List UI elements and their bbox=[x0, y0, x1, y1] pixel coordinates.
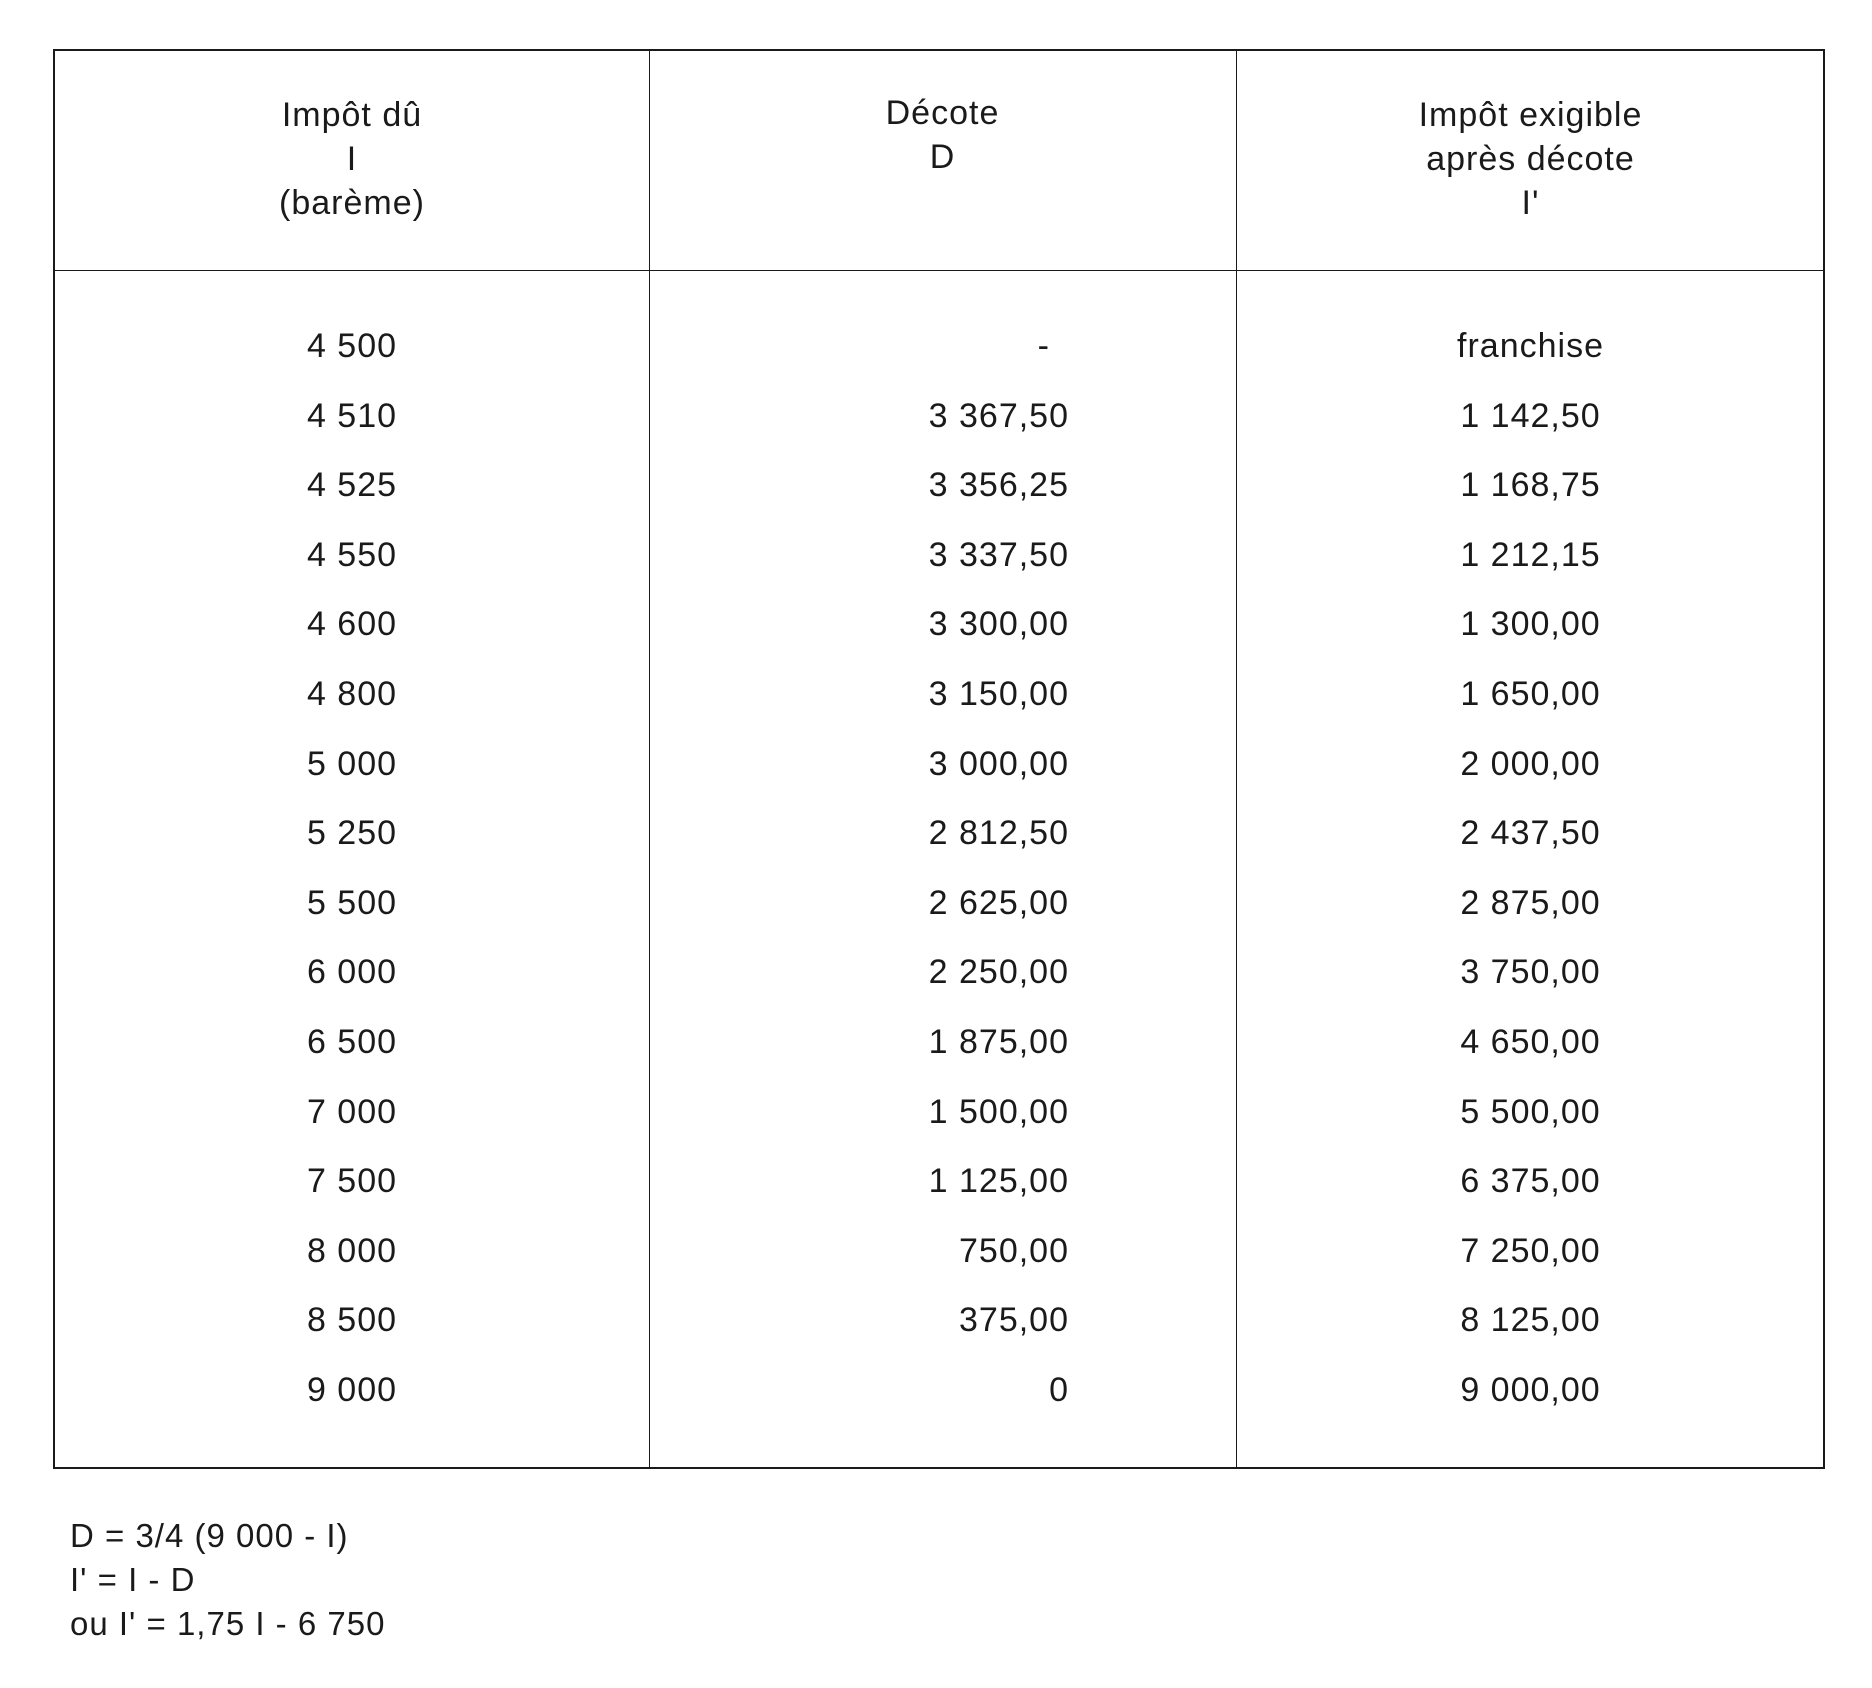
cell-decote: 0 bbox=[1049, 1370, 1069, 1409]
table-row bbox=[55, 881, 1823, 951]
column-header-line: I' bbox=[1521, 184, 1540, 222]
column-header-impot-exigible bbox=[1236, 93, 1825, 225]
table-body bbox=[55, 324, 1823, 1438]
cell-impot-du: 8 000 bbox=[306, 1231, 398, 1270]
cell-decote: - bbox=[1037, 327, 1050, 365]
cell-impot-exigible: 2 437,50 bbox=[1460, 814, 1601, 853]
cell-decote: 375,00 bbox=[959, 1301, 1069, 1340]
cell-impot-du: 8 500 bbox=[306, 1301, 398, 1340]
column-header-line: Impôt dû bbox=[281, 96, 423, 134]
table-row bbox=[55, 1368, 1823, 1438]
table-row bbox=[55, 1229, 1823, 1299]
cell-impot-du: 4 510 bbox=[306, 396, 398, 435]
table-row bbox=[55, 463, 1823, 533]
table-row bbox=[55, 533, 1823, 603]
column-header-line: Impôt exigible bbox=[1418, 96, 1643, 134]
cell-impot-du: 6 000 bbox=[306, 953, 398, 992]
formula-impot-exigible: I' = I - D bbox=[70, 1561, 196, 1598]
column-header-impot-du bbox=[55, 93, 649, 225]
table-row bbox=[55, 742, 1823, 812]
cell-decote: 1 875,00 bbox=[928, 1022, 1069, 1061]
cell-decote: 750,00 bbox=[959, 1231, 1069, 1270]
column-header-line: (barème) bbox=[279, 184, 425, 222]
cell-decote: 1 125,00 bbox=[928, 1162, 1069, 1201]
cell-impot-exigible: 2 000,00 bbox=[1460, 744, 1601, 783]
cell-impot-exigible: 1 650,00 bbox=[1460, 674, 1601, 713]
header-divider bbox=[55, 270, 1823, 271]
formula-impot-exigible-alt: ou I' = 1,75 I - 6 750 bbox=[70, 1605, 386, 1642]
column-header-line: après décote bbox=[1426, 140, 1635, 178]
cell-decote: 3 150,00 bbox=[928, 674, 1069, 713]
cell-impot-du: 7 500 bbox=[306, 1162, 398, 1201]
cell-decote: 2 250,00 bbox=[928, 953, 1069, 992]
table-row bbox=[55, 1090, 1823, 1160]
cell-decote: 3 356,25 bbox=[928, 466, 1069, 505]
cell-impot-du: 5 500 bbox=[306, 883, 398, 922]
cell-decote: 3 300,00 bbox=[928, 605, 1069, 644]
cell-impot-du: 6 500 bbox=[306, 1022, 398, 1061]
table-row bbox=[55, 1159, 1823, 1229]
cell-decote: 3 337,50 bbox=[928, 535, 1069, 574]
cell-impot-exigible: 3 750,00 bbox=[1460, 953, 1601, 992]
table-row bbox=[55, 672, 1823, 742]
table-row bbox=[55, 811, 1823, 881]
cell-impot-exigible: 5 500,00 bbox=[1460, 1092, 1601, 1131]
cell-impot-exigible: 9 000,00 bbox=[1460, 1370, 1601, 1409]
column-header-decote bbox=[649, 91, 1236, 179]
cell-decote: 1 500,00 bbox=[928, 1092, 1069, 1131]
table-row bbox=[55, 950, 1823, 1020]
cell-impot-du: 9 000 bbox=[306, 1370, 398, 1409]
table-row bbox=[55, 1020, 1823, 1090]
cell-impot-exigible: 4 650,00 bbox=[1460, 1022, 1601, 1061]
cell-impot-exigible: 8 125,00 bbox=[1460, 1301, 1601, 1340]
table-row bbox=[55, 324, 1823, 394]
decote-table bbox=[53, 49, 1825, 1469]
table-row bbox=[55, 602, 1823, 672]
cell-impot-du: 4 500 bbox=[306, 327, 398, 365]
formula-notes bbox=[70, 1514, 385, 1646]
cell-decote: 2 625,00 bbox=[928, 883, 1069, 922]
column-header-line: D bbox=[929, 138, 956, 176]
cell-impot-exigible: 1 212,15 bbox=[1460, 535, 1601, 574]
cell-impot-du: 7 000 bbox=[306, 1092, 398, 1131]
cell-impot-du: 5 000 bbox=[306, 744, 398, 783]
cell-impot-exigible: 1 300,00 bbox=[1460, 605, 1601, 644]
cell-impot-exigible: 1 168,75 bbox=[1460, 466, 1601, 505]
cell-impot-exigible: 2 875,00 bbox=[1460, 883, 1601, 922]
column-header-line: Décote bbox=[885, 94, 1000, 132]
formula-decote: D = 3/4 (9 000 - I) bbox=[70, 1517, 349, 1554]
cell-impot-exigible: franchise bbox=[1457, 327, 1604, 365]
cell-decote: 3 000,00 bbox=[928, 744, 1069, 783]
table-row bbox=[55, 394, 1823, 464]
cell-decote: 3 367,50 bbox=[928, 396, 1069, 435]
table-row bbox=[55, 1298, 1823, 1368]
column-header-line: I bbox=[346, 140, 358, 178]
cell-impot-du: 4 600 bbox=[306, 605, 398, 644]
cell-impot-du: 4 550 bbox=[306, 535, 398, 574]
cell-impot-du: 4 525 bbox=[306, 466, 398, 505]
cell-impot-du: 5 250 bbox=[306, 814, 398, 853]
cell-impot-exigible: 1 142,50 bbox=[1460, 396, 1601, 435]
cell-impot-exigible: 7 250,00 bbox=[1460, 1231, 1601, 1270]
cell-decote: 2 812,50 bbox=[928, 814, 1069, 853]
cell-impot-exigible: 6 375,00 bbox=[1460, 1162, 1601, 1201]
cell-impot-du: 4 800 bbox=[306, 674, 398, 713]
